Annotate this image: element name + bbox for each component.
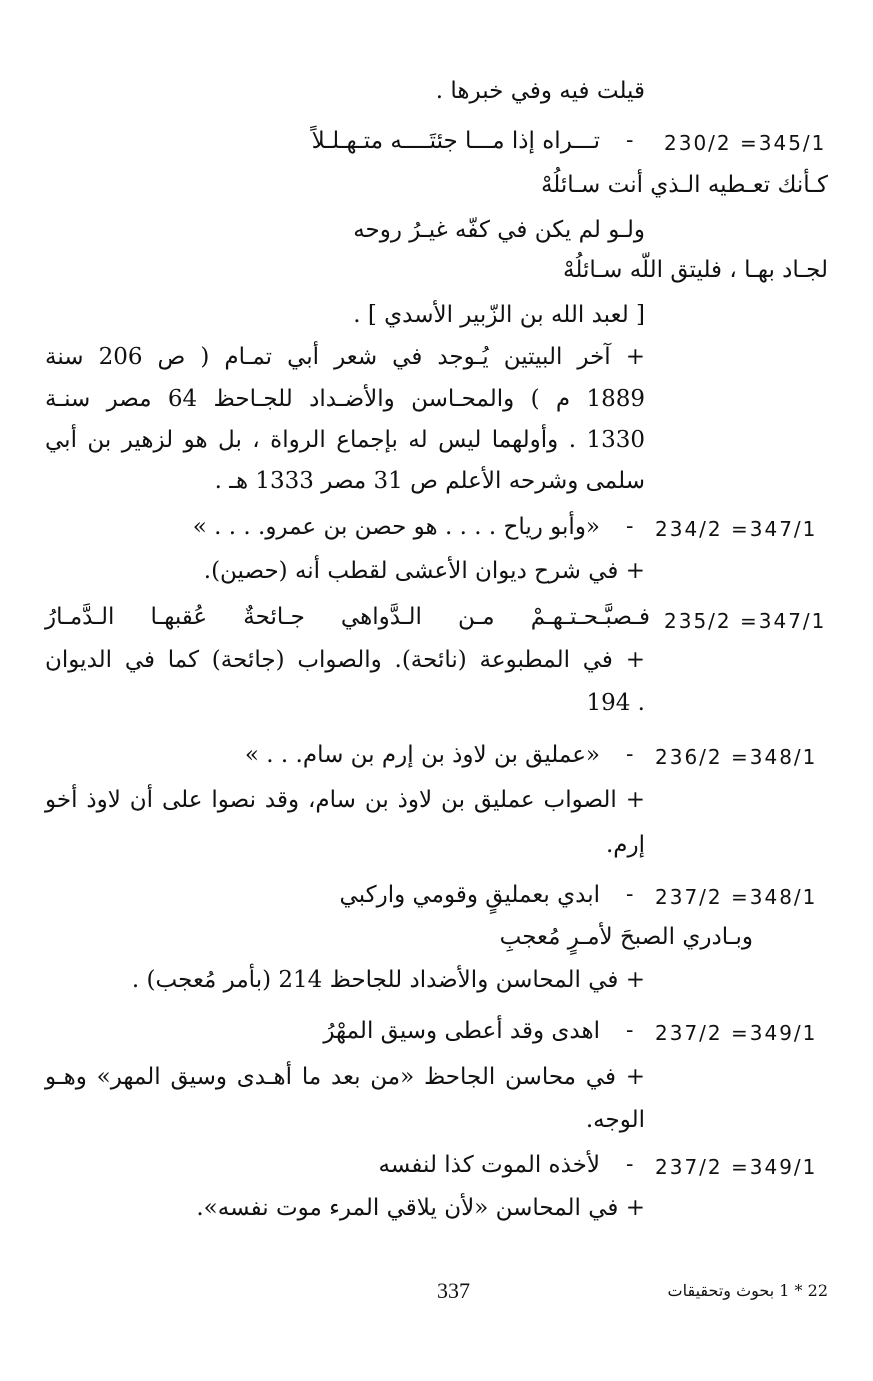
verse-line: لجـاد بهـا ، فليتق اللّه سـائلُهْ [563, 257, 828, 283]
note-line: سلمى وشرحه الأعلم ص 31 مصر 1333 هـ . [214, 468, 645, 494]
verse-line: ولـو لم يكن في كفّه غيـرُ روحه [353, 217, 645, 243]
entry-dash: - [626, 1018, 634, 1043]
note-line: + الصواب عمليق بن لاوذ بن سام، وقد نصوا على أن لاوذ أخو [45, 787, 645, 813]
page-number: 337 [437, 1278, 470, 1303]
verse-line: اهدى وقد أعطى وسيق المهْرُ [323, 1018, 600, 1044]
note-line: إرم. [605, 832, 645, 858]
entry-ref: 235/2 =347/1 [664, 609, 827, 633]
entry-ref: 236/2 =348/1 [655, 745, 818, 769]
intro-line: قيلت فيه وفي خبرها . [435, 78, 645, 104]
verse-line: وبـادري الصبحَ لأمـرٍ مُعجبِ [499, 924, 753, 950]
verse-line: تـــراه إذا مـــا جئتَــــه متـهـلـلاً [311, 128, 600, 154]
verse-line: كـأنك تعـطيه الـذي أنت سـائلُهْ [540, 172, 828, 198]
note-line: 194 . [586, 690, 645, 716]
journal-footer: 22 * 1 بحوث وتحقيقات [667, 1281, 828, 1300]
entry-dash: - [626, 742, 634, 767]
entry-ref: 237/2 =348/1 [655, 885, 818, 909]
entry-ref: 237/2 =349/1 [655, 1155, 818, 1179]
entry-dash: - [626, 882, 634, 907]
note-line: 1889 م ) والمحـاسن والأضـداد للجـاحظ 64 مصر سنـة [45, 386, 646, 412]
entry-ref: 230/2 =345/1 [664, 131, 827, 155]
note-line: الوجه. [585, 1107, 645, 1133]
note-line: + في المطبوعة (نائحة). والصواب (جائحة) كما في الديوان [45, 647, 645, 673]
entry-dash: - [626, 1152, 634, 1177]
verse-line: فـصبَّـحـتـهـمْ مـن الـدَّواهي جـائحةٌ عُقبهـا الـدَّمـارُ [45, 604, 650, 630]
note-line: + في شرح ديوان الأعشى لقطب أنه (حصين). [203, 558, 645, 584]
note-line: + في المحاسن والأضداد للجاحظ 214 (بأمر مُعجب) . [131, 967, 645, 993]
note-line: 1330 . وأولهما ليس له بإجماع الرواة ، بل هو لزهير بن أبي [45, 427, 645, 453]
entry-ref: 234/2 =347/1 [655, 517, 818, 541]
verse-line: ابدي بعمليقٍ وقومي واركبي [339, 882, 600, 908]
quote-line: «وأبو رياح . . . . هو حصن بن عمرو. . . . » [192, 514, 600, 540]
entry-dash: - [626, 514, 634, 539]
note-line: + في محاسن الجاحظ «من بعد ما أهـدى وسيق المهر» وهـو [45, 1064, 645, 1090]
verse-line: لأخذه الموت كذا لنفسه [378, 1152, 600, 1178]
quote-line: «عمليق بن لاوذ بن إرم بن سام. . . » [244, 742, 600, 768]
note-line: + في المحاسن «لأن يلاقي المرء موت نفسه». [196, 1195, 645, 1221]
entry-dash: - [626, 128, 634, 153]
entry-ref: 237/2 =349/1 [655, 1021, 818, 1045]
note-line: + آخر البيتين يُـوجد في شعر أبي تمـام ( ص 206 سنة [45, 344, 645, 370]
attribution-line: [ لعبد الله بن الزّبير الأسدي ] . [353, 302, 645, 328]
